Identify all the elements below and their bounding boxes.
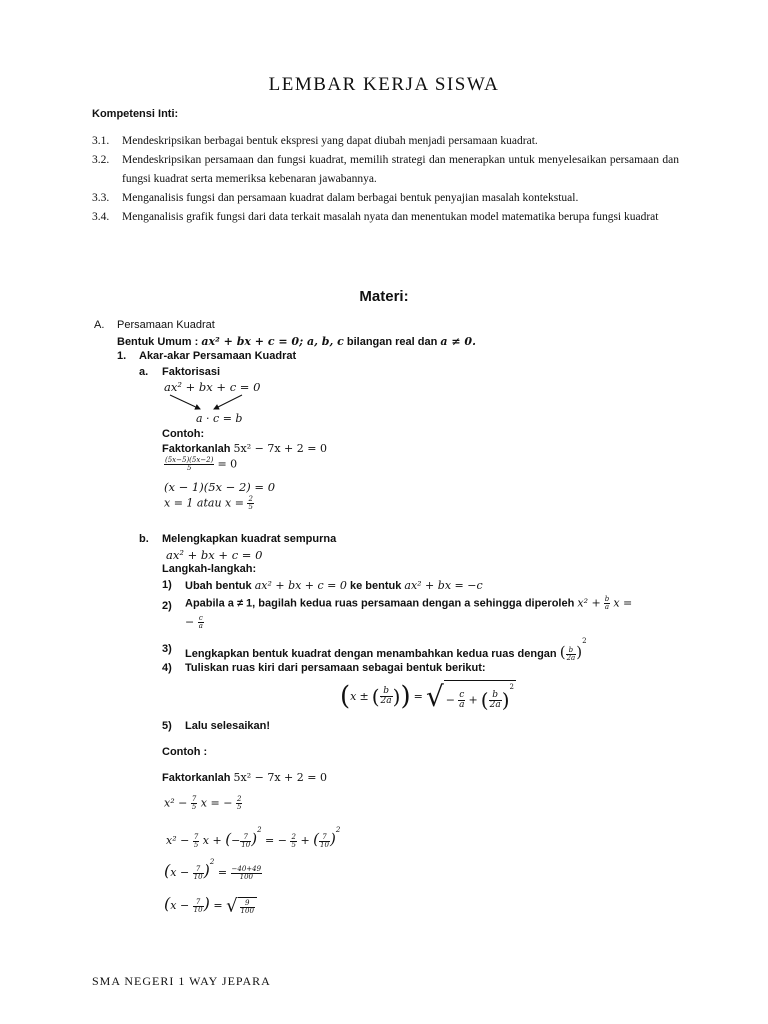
fraction: $\frac{7}{10}$: [241, 832, 251, 849]
example-2-step-3: (x − $\frac{7}{10}$ )$^2$ = $\frac{-40+49}{100}$: [164, 858, 262, 881]
item-number: 3.3.: [92, 192, 110, 204]
page-footer: SMA NEGERI 1 WAY JEPARA: [92, 974, 271, 988]
kompetensi-label: Kompetensi Inti:: [92, 108, 179, 120]
step-number: 4): [162, 662, 172, 674]
fraction: $\frac{b}{2a}$: [489, 690, 501, 711]
item-b-label: b.: [139, 533, 149, 545]
item-text: Mendeskripsikan persamaan dan fungsi kuadrat, memilih strategi dan menerapkan untuk menyelesaikan persamaan dan fungsi kuadrat serta memeriksa kebenaran jawabannya.: [122, 154, 679, 185]
completing-square-formula: (x ± ( $\frac{b}{2a}$ )) = √ − $\frac{c}{a}$ + ( $\frac{b}{2a}$ )$^2$: [340, 680, 514, 713]
example-step-3: x = 1 atau x = $\frac{2}{5}$: [164, 495, 253, 511]
materi-heading: Materi:: [359, 288, 409, 305]
fraction: $\frac{9}{100}$: [240, 899, 254, 915]
step-3: Lengkapkan bentuk kuadrat dengan menambahkan kedua ruas dengan ( $\frac{b}{2a}$ )$^2$: [185, 637, 587, 662]
step-5: Lalu selesaikan!: [185, 720, 270, 732]
bentuk-umum-label: Bentuk Umum :: [117, 336, 199, 348]
example-2-step-2: x² − $\frac{7}{5}$ x + (− $\frac{7}{10}$ )$^2$ = − $\frac{2}{5}$ + ( $\frac{7}{10}$ )$^2$: [166, 826, 341, 849]
example-line: [162, 442, 327, 455]
factorization-product: a · c = b: [196, 412, 243, 425]
step-1: Ubah bentuk ax² + bx + c = 0 ke bentuk ax² + bx = −c: [185, 579, 483, 592]
kompetensi-list: [92, 132, 679, 227]
bentuk-umum-line: [117, 335, 476, 348]
item-number: 3.2.: [92, 154, 110, 166]
fraction: $\frac{7}{5}$: [191, 795, 197, 811]
example-equation: 5x² − 7x + 2 = 0: [233, 442, 327, 455]
bentuk-umum-condition: a ≠ 0.: [440, 335, 476, 348]
list-item: [92, 132, 679, 151]
langkah-label: Langkah-langkah:: [162, 563, 257, 575]
fraction: $\frac{c}{a}$: [459, 690, 465, 711]
subsection-1-title: Akar-akar Persamaan Kuadrat: [139, 350, 297, 362]
bentuk-umum-tail: bilangan real dan: [346, 336, 438, 348]
list-item: [92, 208, 679, 227]
fraction: $\frac{2}{5}$: [248, 495, 253, 511]
fraction: $\frac{7}{10}$: [320, 832, 329, 849]
bentuk-umum-equation: ax² + bx + c = 0; a, b, c: [201, 335, 344, 348]
section-a-title: Persamaan Kuadrat: [117, 319, 215, 331]
step-number: 5): [162, 720, 172, 732]
fraction: $\frac{-40+49}{100}$: [231, 864, 262, 881]
step-number: 3): [162, 643, 172, 655]
square-root: − $\frac{c}{a}$ + ( $\frac{b}{2a}$ )$^2$: [444, 680, 516, 712]
example-2-line: Faktorkanlah 5x² − 7x + 2 = 0: [162, 771, 327, 784]
page-title: LEMBAR KERJA SISWA: [268, 74, 500, 95]
arrow-left: [170, 395, 200, 409]
item-number: 3.4.: [92, 211, 110, 223]
item-text: Mendeskripsikan berbagai bentuk ekspresi yang dapat diubah menjadi persamaan kuadrat.: [122, 135, 538, 147]
contoh-label: Contoh :: [162, 746, 208, 758]
item-text: Menganalisis grafik fungsi dari data terkait masalah nyata dan menentukan model matematika berupa fungsi kuadrat: [122, 211, 659, 223]
example-step-2: (x − 1)(5x − 2) = 0: [164, 480, 276, 494]
square-root: [238, 897, 257, 915]
step-number: 1): [162, 579, 172, 591]
faktorkan-label: Faktorkanlah: [162, 443, 231, 455]
fraction: $\frac{2}{5}$: [291, 832, 296, 849]
fraction: $\frac{2}{5}$: [236, 795, 242, 811]
step-number: 2): [162, 600, 172, 612]
item-number: 3.1.: [92, 135, 110, 147]
subsection-1-number: 1.: [117, 350, 127, 362]
item-a-label: a.: [139, 366, 149, 378]
example-step-1: $\frac{(5x-5)(5x-2)}{5}$ = 0: [165, 456, 238, 472]
item-a-title: Faktorisasi: [162, 366, 221, 378]
step-2: Apabila a ≠ 1, bagilah kedua ruas persamaan dengan a sehingga diperoleh x² + $\frac{b}{a}$ x =: [185, 595, 633, 611]
fraction: $\frac{(5x-5)(5x-2)}{5}$: [165, 456, 214, 472]
fraction: $\frac{b}{2a}$: [380, 686, 392, 706]
list-item: [92, 151, 679, 189]
fraction: $\frac{7}{10}$: [193, 897, 203, 914]
step-4: Tuliskan ruas kiri dari persamaan sebagai bentuk berikut:: [185, 662, 486, 674]
list-item: [92, 189, 679, 208]
example-2-step-1: x² − $\frac{7}{5}$ x = − $\frac{2}{5}$: [164, 795, 242, 811]
example-2-step-4: (x − $\frac{7}{10}$ ) = √ $\frac{9}{100}$: [164, 894, 257, 917]
fraction: $\frac{7}{5}$: [193, 832, 199, 849]
section-a-marker: A.: [94, 319, 105, 331]
fraction: $\frac{c}{a}$: [198, 614, 203, 630]
factorization-arrows: [160, 392, 260, 414]
completing-square-equation: ax² + bx + c = 0: [166, 548, 263, 562]
item-b-title: Melengkapkan kuadrat sempurna: [162, 533, 337, 545]
fraction: $\frac{b}{2a}$: [566, 645, 576, 662]
contoh-label: Contoh:: [162, 428, 205, 440]
fraction: $\frac{b}{a}$: [604, 595, 610, 611]
arrow-right: [214, 395, 242, 409]
fraction: $\frac{7}{10}$: [193, 864, 203, 881]
step-2-continuation: − $\frac{c}{a}$: [185, 614, 203, 630]
factorization-equation: ax² + bx + c = 0: [164, 380, 261, 394]
item-text: Menganalisis fungsi dan persamaan kuadrat dalam berbagai bentuk penyajian masalah kontekstual.: [122, 192, 579, 204]
